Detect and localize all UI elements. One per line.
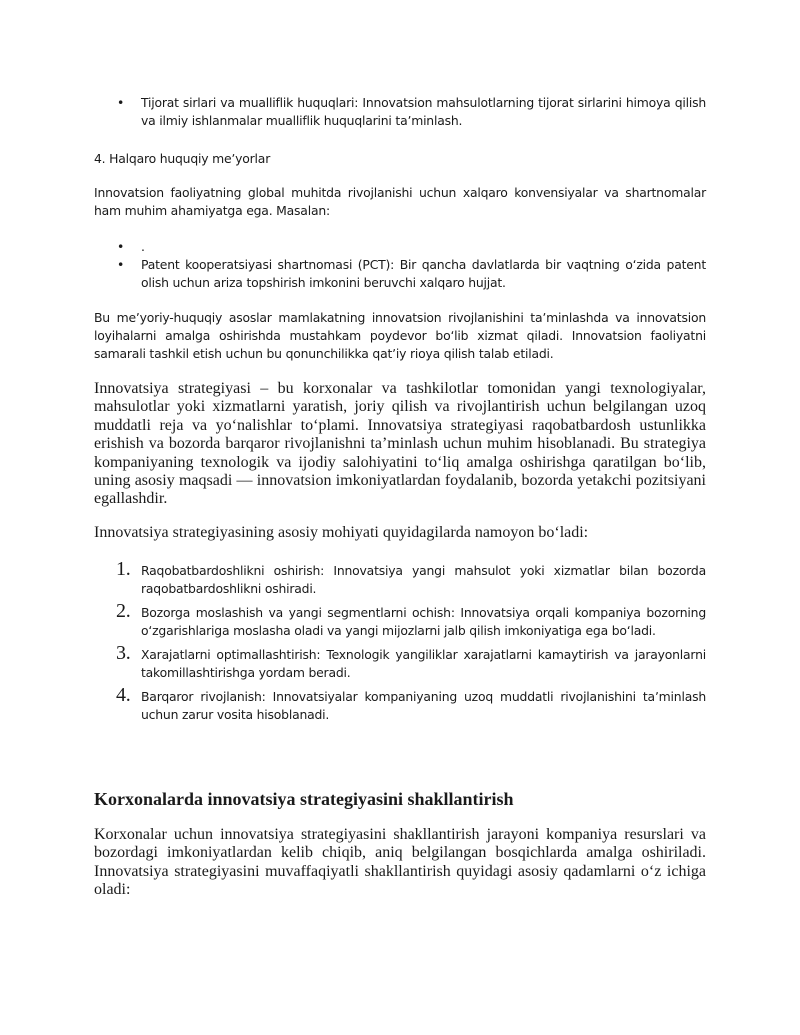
top-bullet-list [0,94,800,130]
list-number: 3. [116,642,131,664]
bullet-icon: • [117,239,125,254]
bullet-icon: • [117,257,125,272]
bullet-text: Tijorat sirlari va mualliflik huquqlari: Innovatsion mahsulotlarning tijorat sirlarini himoya qilish va ilmiy ishlanmalar mualliflik huquqlarini taʼminlash. [141,95,706,128]
essence-list [0,558,800,730]
strategy-paragraph: Innovatsiya strategiyasi – bu korxonalar va tashkilotlar tomonidan yangi texnologiyalar, mahsulotlar yoki xizmatlarni yaratish, joriy qilish va rivojlantirish uchun belgilangan uzoq muddatli reja va yoʻnalishlar toʻplami. Innovatsiya strategiyasi raqobatbardosh ustunlikka erishish va bozorda barqaror rivojlanishni taʼminlash uchun muhim hisoblanadi. Bu strategiya kompaniyaning texnologik va ijodiy salohiyatini toʻliq amalga oshirishga qaratilgan boʻlib, uning asosiy maqsadi — innovatsion imkoniyatlardan foydalanib, bozorda yetakchi pozitsiyani egallashdir. [94,380,706,508]
list-item [0,642,800,682]
forming-paragraph: Korxonalar uchun innovatsiya strategiyasini shakllantirish jarayoni kompaniya resurslari va bozordagi imkoniyatlardan kelib chiqib, aniq belgilangan bosqichlarda amalga oshiriladi. Innovatsiya strategiyasini muvaffaqiyatli shakllantirish quyidagi asosiy qadamlarni oʻz ichiga oladi: [94,826,706,899]
list-number: 4. [116,684,131,706]
list-item-text: Barqaror rivojlanish: Innovatsiyalar kompaniyaning uzoq muddatli rivojlanishini taʼminlash uchun zarur vosita hisoblanadi. [141,689,706,722]
list-item-text: Xarajatlarni optimallashtirish: Texnologik yangiliklar xarajatlarni kamaytirish va jarayonlarni takomillashtirishga yordam beradi. [141,647,706,680]
essence-intro: Innovatsiya strategiyasining asosiy mohiyati quyidagilarda namoyon boʻladi: [94,524,589,541]
bullet-text: . [141,239,145,254]
list-number: 1. [116,558,131,580]
main-heading: Korxonalarda innovatsiya strategiyasini shakllantirish [94,789,514,809]
list-item [0,684,800,724]
list-item [0,256,800,292]
bullet-text: Patent kooperatsiyasi shartnomasi (PCT): Bir qancha davlatlarda bir vaqtning oʻzida patent olish uchun ariza topshirish imkonini beruvchi xalqaro hujjat. [141,257,706,290]
list-item [0,558,800,598]
list-item-text: Bozorga moslashish va yangi segmentlarni ochish: Innovatsiya orqali kompaniya bozorning oʻzgarishlariga moslasha oladi va yangi mijozlarni jalb qilish imkoniyatiga ega boʻladi. [141,605,706,638]
list-item [0,238,800,256]
closing-paragraph: Bu meʼyoriy-huquqiy asoslar mamlakatning innovatsion rivojlanishini taʼminlashda va innovatsion loyihalarni amalga oshirishda mustahkam poydevor boʻlib xizmat qiladi. Innovatsion faoliyatni samarali tashkil etish uchun bu qonunchilikka qatʼiy rioya qilish talab etiladi. [94,310,706,361]
treaty-bullet-list [0,238,800,292]
list-number: 2. [116,600,131,622]
list-item-text: Raqobatbardoshlikni oshirish: Innovatsiya yangi mahsulot yoki xizmatlar bilan bozorda raqobatbardoshlikni oshiradi. [141,563,706,596]
section-heading: 4. Halqaro huquqiy meʼyorlar [94,151,271,166]
bullet-icon: • [117,95,125,110]
list-item [0,600,800,640]
intro-paragraph: Innovatsion faoliyatning global muhitda rivojlanishi uchun xalqaro konvensiyalar va shartnomalar ham muhim ahamiyatga ega. Masalan: [94,185,706,218]
list-item [0,94,800,130]
